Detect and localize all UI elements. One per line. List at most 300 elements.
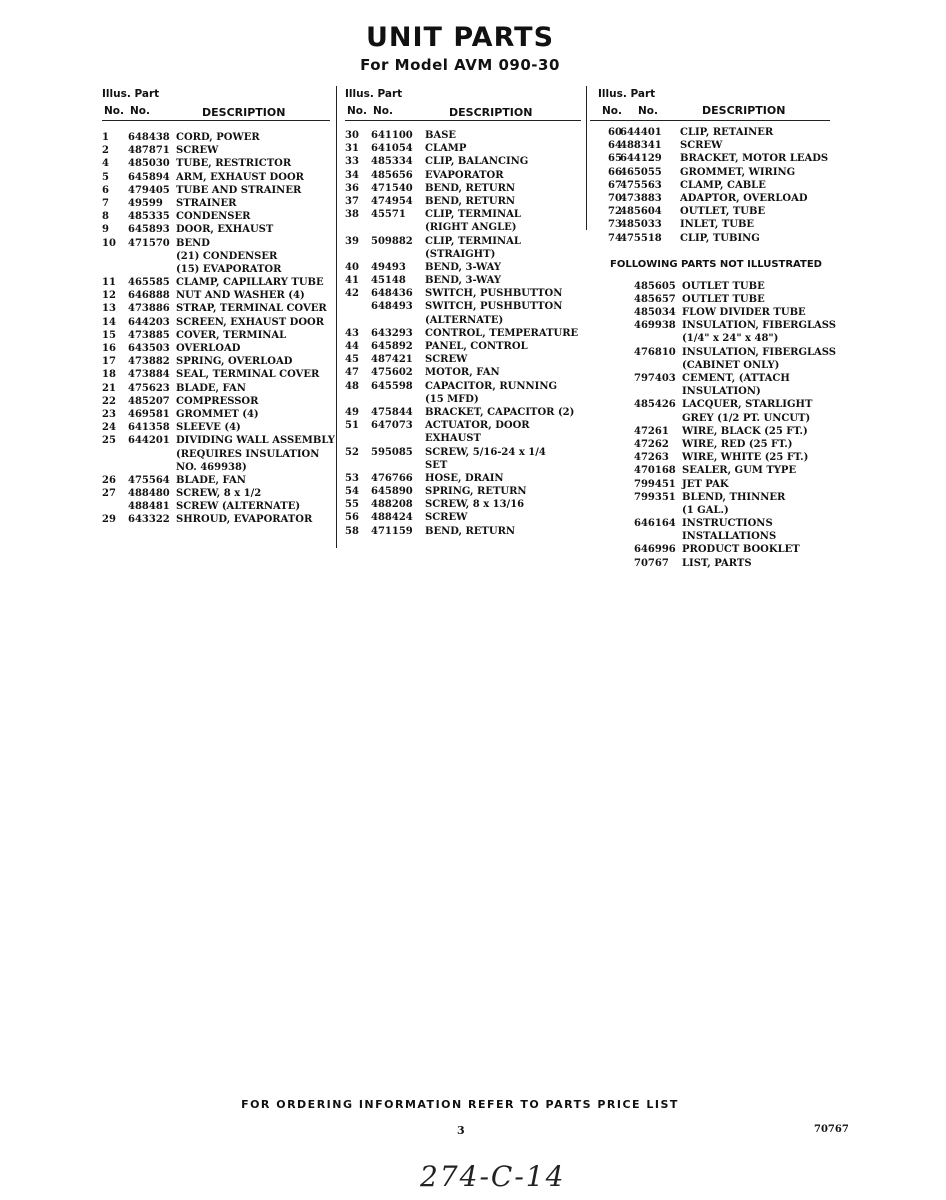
part-description: STRAINER (176, 197, 237, 209)
illus-number: 54 (345, 486, 359, 498)
part-row (102, 223, 330, 236)
page-title: UNIT PARTS (365, 22, 555, 53)
part-row (102, 513, 330, 526)
illus-number: 42 (345, 288, 359, 300)
part-row (345, 300, 581, 313)
illus-number: 38 (345, 209, 359, 221)
part-description: CLIP, TUBING (680, 232, 760, 244)
part-number: 469581 (128, 408, 170, 420)
illus-number: 31 (345, 143, 359, 155)
part-row (345, 511, 581, 524)
part-description: BEND, RETURN (425, 182, 516, 194)
part-row (102, 382, 330, 395)
illus-number: 36 (345, 182, 359, 194)
part-row (345, 129, 581, 142)
part-number: 648436 (371, 288, 413, 300)
part-number: 475518 (620, 232, 662, 244)
part-description: CAPACITOR, RUNNING (425, 380, 558, 392)
part-number: 465055 (620, 166, 662, 178)
part-description: DIVIDING WALL ASSEMBLY (176, 435, 335, 447)
illus-no-header: No. (602, 105, 622, 117)
part-description: (REQUIRES INSULATION (176, 448, 320, 460)
part-number: 49493 (371, 261, 406, 273)
illus-part-header: Illus. Part (345, 88, 403, 100)
part-description: WIRE, BLACK (25 FT.) (682, 425, 808, 437)
part-row (345, 366, 581, 379)
part-number: 643322 (128, 514, 170, 526)
part-number: 473883 (620, 192, 662, 204)
parts-list (345, 129, 581, 538)
part-description: CLIP, RETAINER (680, 127, 774, 138)
illus-number: 5 (102, 171, 109, 183)
part-number: 487871 (128, 145, 170, 157)
part-description: EVAPORATOR (425, 169, 504, 181)
part-row (345, 287, 581, 300)
part-row (345, 155, 581, 168)
illus-number: 15 (102, 329, 116, 341)
part-row (102, 342, 330, 355)
part-number: 644203 (128, 316, 170, 328)
part-row (102, 316, 330, 329)
part-number: 645890 (371, 486, 413, 498)
illus-number: 29 (102, 514, 116, 526)
part-number: 641100 (371, 130, 413, 141)
part-row (345, 327, 581, 340)
illus-number: 27 (102, 488, 116, 500)
part-number: 475602 (371, 367, 413, 379)
column-divider (336, 86, 337, 548)
illus-number: 49 (345, 406, 359, 418)
part-row (102, 474, 330, 487)
part-no-header: No. (638, 105, 658, 117)
part-description: SCREW (425, 512, 468, 524)
part-row (590, 139, 830, 152)
part-row (345, 432, 581, 445)
part-description: NUT AND WASHER (4) (176, 290, 305, 302)
part-row (102, 131, 330, 144)
illus-number: 44 (345, 341, 359, 352)
header-rule (345, 120, 581, 121)
part-description: SCREW, 8 x 1/2 (176, 488, 262, 500)
illus-number: 40 (345, 261, 359, 273)
part-description: COMPRESSOR (176, 395, 259, 407)
part-number: 797403 (634, 373, 676, 384)
part-no-header: No. (373, 105, 393, 117)
model-subtitle: For Model AVM 090-30 (360, 56, 560, 74)
part-description: INSULATION, FIBERGLASS (682, 320, 837, 332)
part-description: INLET, TUBE (680, 219, 755, 231)
part-number: 485033 (620, 219, 662, 231)
part-description: CLAMP, CABLE (680, 179, 766, 191)
illus-number: 18 (102, 369, 116, 381)
parts-column-1 (102, 88, 335, 527)
table-header (102, 88, 330, 120)
part-row (345, 142, 581, 155)
not-illustrated-row (590, 543, 830, 556)
not-illustrated-row (590, 280, 830, 293)
part-description: INSTRUCTIONS (682, 518, 773, 530)
part-description: JET PAK (682, 478, 729, 490)
part-row (102, 210, 330, 223)
illus-number: 12 (102, 290, 116, 302)
not-illustrated-row (590, 530, 830, 543)
part-description: (15) EVAPORATOR (176, 263, 282, 275)
part-description: BEND, RETURN (425, 195, 516, 207)
part-number: 476766 (371, 472, 413, 484)
part-description: (STRAIGHT) (425, 248, 496, 260)
not-illustrated-row (590, 491, 830, 504)
part-row (345, 419, 581, 432)
part-description: DOOR, EXHAUST (176, 224, 274, 236)
part-description: INSTALLATIONS (682, 531, 777, 543)
part-description: WIRE, RED (25 FT.) (682, 438, 793, 450)
part-row (102, 237, 330, 250)
part-description: BEND, 3-WAY (425, 275, 502, 287)
part-row (102, 421, 330, 434)
illus-number: 37 (345, 195, 359, 207)
part-number: 488341 (620, 140, 662, 152)
part-number: 473886 (128, 303, 170, 315)
illus-number: 67 (608, 179, 622, 191)
part-number: 645892 (371, 341, 413, 352)
part-row (345, 380, 581, 393)
header-rule (590, 120, 830, 121)
parts-list (102, 131, 335, 527)
part-description: SCREEN, EXHAUST DOOR (176, 316, 325, 328)
part-number: 475564 (128, 474, 170, 486)
document-code: 70767 (814, 1124, 849, 1135)
part-number: 641358 (128, 422, 170, 434)
part-number: 647073 (371, 420, 413, 432)
part-row (590, 152, 830, 165)
parts-list (590, 126, 830, 245)
part-description: BASE (425, 130, 457, 141)
part-number: 474954 (371, 195, 413, 207)
part-number: 476810 (634, 346, 676, 358)
part-number: 479405 (128, 184, 170, 196)
part-number: 47262 (634, 438, 669, 450)
part-description: BEND, 3-WAY (425, 261, 502, 273)
illus-number: 39 (345, 235, 359, 247)
illus-number: 73 (608, 219, 622, 231)
illus-part-header: Illus. Part (102, 88, 160, 100)
part-description: STRAP, TERMINAL COVER (176, 303, 327, 315)
part-description: SWITCH, PUSHBUTTON (425, 301, 563, 313)
illus-number: 26 (102, 474, 116, 486)
part-row (345, 446, 581, 459)
part-row (345, 459, 581, 472)
part-description: GREY (1/2 PT. UNCUT) (682, 412, 811, 424)
part-description: (CABINET ONLY) (682, 359, 780, 371)
part-row (345, 248, 581, 261)
part-description: SEAL, TERMINAL COVER (176, 369, 320, 381)
part-description: TUBE, RESTRICTOR (176, 158, 292, 170)
part-description: CLAMP (425, 143, 467, 155)
part-number: 648438 (128, 132, 170, 143)
part-row (590, 205, 830, 218)
part-row (345, 261, 581, 274)
part-description: SPRING, RETURN (425, 486, 527, 498)
part-row (102, 250, 330, 263)
description-header: DESCRIPTION (202, 106, 286, 119)
part-description: LIST, PARTS (682, 557, 752, 569)
part-row (102, 171, 330, 184)
illus-number: 9 (102, 224, 109, 236)
part-description: INSULATION, FIBERGLASS (682, 346, 837, 358)
illus-number: 7 (102, 197, 109, 209)
not-illustrated-row (590, 398, 830, 411)
part-number: 70767 (634, 557, 669, 569)
part-number: 485030 (128, 158, 170, 170)
parts-column-2 (345, 88, 581, 538)
part-description: CONDENSER (176, 211, 251, 223)
part-description: CLIP, TERMINAL (425, 209, 521, 221)
not-illustrated-row (590, 332, 830, 345)
illus-number: 58 (345, 525, 359, 537)
part-number: 465585 (128, 277, 170, 289)
part-number: 471570 (128, 237, 170, 249)
illus-number: 65 (608, 153, 622, 165)
not-illustrated-row (590, 346, 837, 359)
part-number: 485656 (371, 169, 413, 181)
part-description: SLEEVE (4) (176, 422, 241, 434)
part-number: 646996 (634, 544, 676, 556)
part-row (102, 355, 330, 368)
part-description: COVER, TERMINAL (176, 329, 287, 341)
part-description: TUBE AND STRAINER (176, 184, 302, 196)
part-row (102, 434, 335, 447)
part-row (102, 368, 330, 381)
part-number: 644129 (620, 153, 662, 165)
part-description: BRACKET, MOTOR LEADS (680, 153, 829, 165)
part-description: CLIP, BALANCING (425, 156, 529, 168)
part-row (345, 208, 581, 221)
part-description: GROMMET (4) (176, 408, 259, 420)
not-illustrated-heading: FOLLOWING PARTS NOT ILLUSTRATED (610, 258, 822, 270)
part-number: 641054 (371, 143, 413, 155)
illus-number: 74 (608, 232, 622, 244)
illus-number: 56 (345, 512, 359, 524)
part-row (590, 166, 830, 179)
part-description: (RIGHT ANGLE) (425, 222, 517, 234)
part-description: (15 MFD) (425, 393, 479, 405)
part-description: (21) CONDENSER (176, 250, 278, 262)
part-number: 475844 (371, 406, 413, 418)
part-row (102, 461, 330, 474)
illus-number: 4 (102, 158, 109, 170)
part-number: 487421 (371, 354, 413, 366)
illus-no-header: No. (347, 105, 367, 117)
part-description: BEND (176, 237, 210, 249)
illus-no-header: No. (104, 105, 124, 117)
part-description: (1 GAL.) (682, 504, 729, 516)
part-description: PRODUCT BOOKLET (682, 544, 800, 556)
part-row (102, 184, 330, 197)
part-description: EXHAUST (425, 433, 481, 445)
illus-number: 13 (102, 303, 116, 315)
not-illustrated-row (590, 425, 830, 438)
not-illustrated-row (590, 359, 830, 372)
part-row (345, 353, 581, 366)
part-number: 485207 (128, 395, 170, 407)
part-number: 485604 (620, 206, 662, 218)
illus-number: 64 (608, 140, 622, 152)
part-number: 45148 (371, 275, 406, 287)
part-number: 45571 (371, 209, 406, 221)
part-number: 645598 (371, 380, 413, 392)
illus-number: 45 (345, 354, 359, 366)
part-row (102, 487, 330, 500)
not-illustrated-row (590, 385, 830, 398)
illus-number: 34 (345, 169, 359, 181)
illus-number: 24 (102, 422, 116, 434)
part-row (102, 329, 330, 342)
not-illustrated-row (590, 478, 830, 491)
part-description: MOTOR, FAN (425, 367, 500, 379)
part-number: 470168 (634, 465, 676, 477)
not-illustrated-row (590, 319, 837, 332)
part-number: 488424 (371, 512, 413, 524)
part-description: SPRING, OVERLOAD (176, 356, 293, 368)
part-number: 473884 (128, 369, 170, 381)
part-row (102, 302, 330, 315)
part-number: 475563 (620, 179, 662, 191)
part-description: (1/4" x 24" x 48") (682, 333, 779, 345)
part-number: 47261 (634, 425, 669, 437)
part-number: 485335 (128, 211, 170, 223)
illus-number: 11 (102, 277, 116, 289)
not-illustrated-row (590, 557, 830, 570)
part-row (345, 498, 581, 511)
illus-number: 51 (345, 420, 359, 432)
illus-part-header: Illus. Part (598, 88, 656, 100)
part-description: WIRE, WHITE (25 FT.) (682, 452, 809, 464)
part-number: 47263 (634, 452, 669, 464)
part-description: OUTLET TUBE (682, 293, 765, 305)
part-description: SHROUD, EVAPORATOR (176, 514, 313, 526)
part-row (345, 235, 581, 248)
page-number: 3 (457, 1124, 465, 1137)
table-header (590, 88, 830, 120)
part-number: 485034 (634, 307, 676, 319)
part-number: 799351 (634, 491, 676, 503)
part-number: 488481 (128, 501, 170, 513)
illus-number: 8 (102, 211, 109, 223)
part-number: 473885 (128, 329, 170, 341)
part-number: 644401 (620, 127, 662, 138)
illus-number: 43 (345, 327, 359, 339)
part-description: CONTROL, TEMPERATURE (425, 327, 579, 339)
part-number: 49599 (128, 197, 163, 209)
part-row (345, 314, 581, 327)
parts-column-3 (590, 88, 837, 570)
part-row (102, 197, 330, 210)
part-row (345, 525, 581, 538)
part-description: SCREW (680, 140, 723, 152)
illus-number: 25 (102, 435, 116, 447)
part-no-header: No. (130, 105, 150, 117)
part-description: SCREW (176, 145, 219, 157)
part-number: 471540 (371, 182, 413, 194)
part-number: 485657 (634, 293, 676, 305)
part-row (102, 289, 330, 302)
column-divider (586, 86, 587, 230)
part-row (590, 232, 830, 245)
part-number: 473882 (128, 356, 170, 368)
part-row (590, 192, 830, 205)
part-row (102, 500, 330, 513)
illus-number: 14 (102, 316, 116, 328)
part-description: LACQUER, STARLIGHT (682, 399, 813, 411)
part-number: 488208 (371, 499, 413, 511)
part-description: BLADE, FAN (176, 382, 246, 394)
not-illustrated-row (590, 306, 830, 319)
part-description: HOSE, DRAIN (425, 472, 504, 484)
illus-number: 47 (345, 367, 359, 379)
not-illustrated-row (590, 504, 830, 517)
not-illustrated-row (590, 372, 830, 385)
part-description: ADAPTOR, OVERLOAD (680, 192, 808, 204)
part-number: 646164 (634, 518, 676, 530)
illus-number: 55 (345, 499, 359, 511)
not-illustrated-row (590, 293, 830, 306)
part-description: (ALTERNATE) (425, 314, 504, 326)
not-illustrated-row (590, 438, 830, 451)
part-number: 485426 (634, 399, 676, 411)
part-number: 646888 (128, 290, 170, 302)
part-description: SCREW (ALTERNATE) (176, 501, 301, 513)
illus-number: 33 (345, 156, 359, 168)
part-description: BLADE, FAN (176, 474, 246, 486)
part-description: CORD, POWER (176, 132, 260, 143)
table-header (345, 88, 581, 120)
part-description: OUTLET TUBE (682, 280, 765, 292)
illus-number: 52 (345, 446, 359, 458)
illus-number: 2 (102, 145, 109, 157)
illus-number: 41 (345, 275, 359, 287)
part-description: CLAMP, CAPILLARY TUBE (176, 277, 324, 289)
part-row (345, 340, 581, 353)
part-number: 485334 (371, 156, 413, 168)
part-number: 469938 (634, 320, 676, 332)
part-row (590, 179, 830, 192)
part-row (102, 276, 330, 289)
header-rule (102, 120, 330, 121)
part-description: SCREW, 8 x 13/16 (425, 499, 525, 511)
part-description: FLOW DIVIDER TUBE (682, 307, 806, 319)
part-row (102, 144, 330, 157)
illus-number: 72 (608, 206, 622, 218)
part-description: BRACKET, CAPACITOR (2) (425, 406, 575, 418)
part-row (102, 395, 330, 408)
part-number: 509882 (371, 235, 413, 247)
illus-number: 66 (608, 166, 622, 178)
part-number: 799451 (634, 478, 676, 490)
part-description: CLIP, TERMINAL (425, 235, 521, 247)
not-illustrated-row (590, 451, 830, 464)
part-row (102, 263, 330, 276)
part-description: OVERLOAD (176, 343, 241, 354)
not-illustrated-list (590, 280, 837, 570)
part-description: SCREW (425, 354, 468, 366)
not-illustrated-row (590, 517, 830, 530)
part-row (345, 472, 581, 485)
part-row (102, 448, 330, 461)
illus-number: 30 (345, 130, 359, 141)
part-number: 645893 (128, 224, 170, 236)
illus-number: 22 (102, 395, 116, 407)
description-header: DESCRIPTION (702, 104, 786, 117)
